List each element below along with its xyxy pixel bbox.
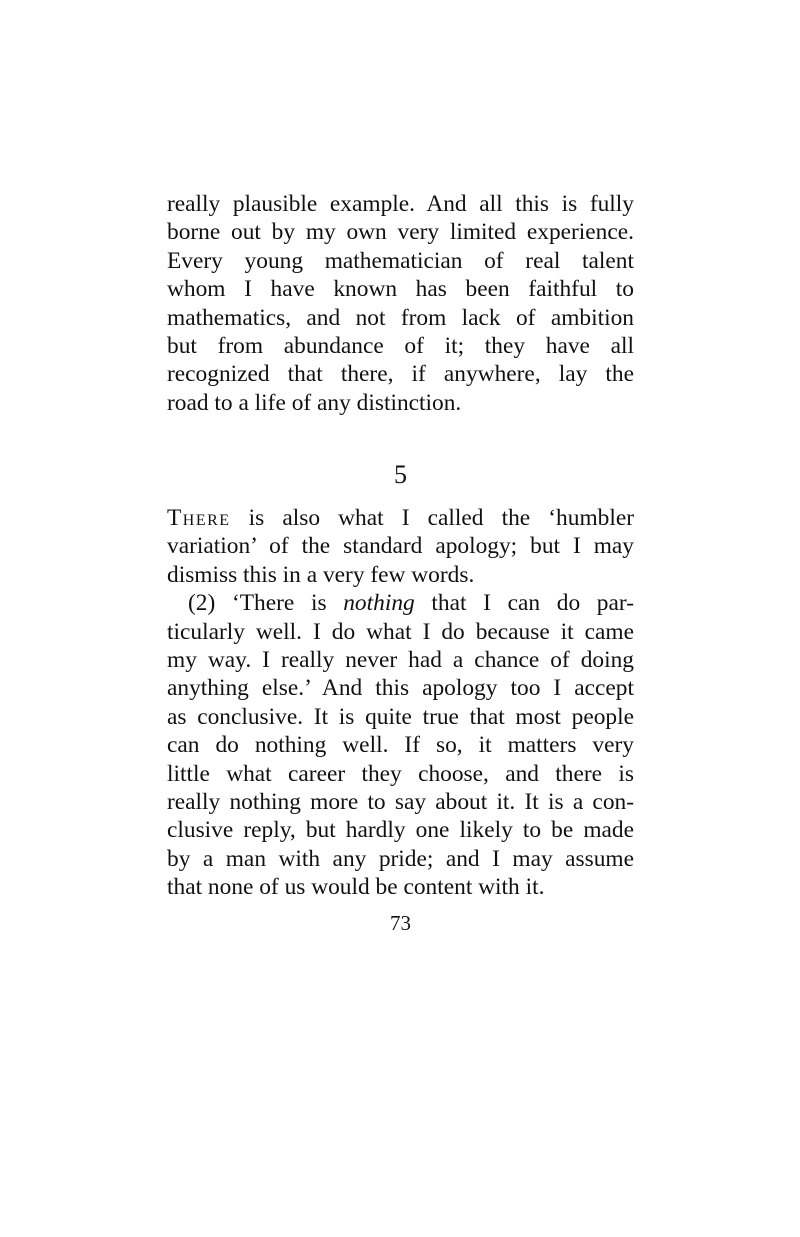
page-number: 73 [390, 911, 411, 935]
paragraph-line: but from abundance of it; they have all [167, 332, 634, 359]
paragraph-line: really nothing more to say about it. It is a con- [167, 788, 634, 815]
paragraph-line: mathematics, and not from lack of ambition [167, 304, 634, 331]
paragraph-line: road to a life of any distinction. [167, 389, 462, 416]
paragraph-3-first-line [167, 589, 634, 617]
small-caps-opening-word: There [167, 505, 231, 531]
paragraph-line: borne out by my own very limited experience. [167, 219, 634, 246]
paragraph-line: can do nothing well. If so, it matters very [167, 732, 634, 759]
paragraph-line: ticularly well. I do what I do because it came [167, 618, 634, 645]
first-line-text: is also what I called the ‘humbler [230, 505, 634, 531]
section-number: 5 [394, 460, 407, 489]
paragraph-line: clusive reply, but hardly one likely to be made [167, 817, 634, 844]
first-line-text: that I can do par- [414, 590, 634, 617]
paragraph-line: my way. I really never had a chance of doing [167, 646, 634, 673]
paragraph-line: little what career they choose, and there is [167, 760, 634, 787]
paragraph-line: variation’ of the standard apology; but I may [167, 533, 634, 560]
paragraph-line: recognized that there, if anywhere, lay the [167, 361, 634, 388]
paragraph-line: Every young mathematician of real talent [167, 247, 634, 274]
paragraph-line: anything else.’ And this apology too I accept [167, 675, 634, 702]
paragraph-1 [167, 190, 634, 417]
paragraph-2 [167, 504, 634, 901]
emphasized-word: nothing [343, 590, 415, 617]
first-line-text: (2) ‘There is [188, 590, 344, 617]
paragraph-line: that none of us would be content with it. [167, 874, 545, 901]
paragraph-first-line [167, 504, 634, 532]
paragraph-line: really plausible example. And all this is fully [167, 191, 634, 217]
paragraph-line: as conclusive. It is quite true that most people [167, 703, 634, 730]
paragraph-line: dismiss this in a very few words. [167, 561, 475, 588]
paragraph-line: by a man with any pride; and I may assume [167, 845, 634, 872]
paragraph-line: whom I have known has been faithful to [167, 276, 634, 303]
